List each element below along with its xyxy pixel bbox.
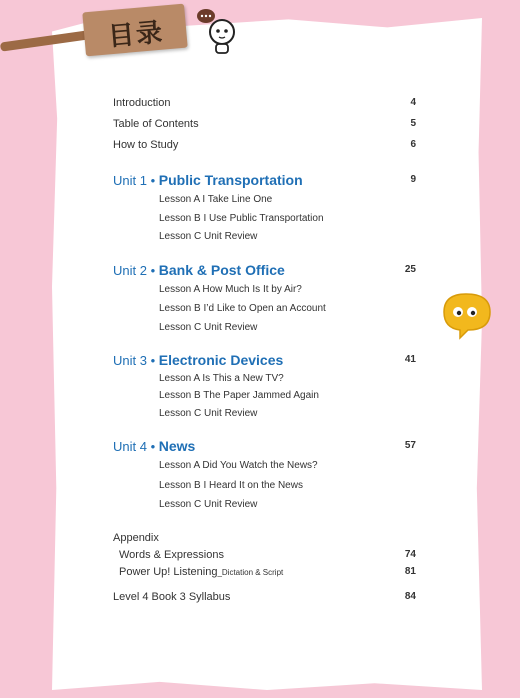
toc-label: Words & Expressions	[119, 549, 224, 561]
toc-lesson[interactable]: Lesson B I Use Public Transportation	[159, 213, 324, 224]
page-number: 81	[404, 566, 416, 577]
toc-lesson[interactable]: Lesson C Unit Review	[159, 322, 258, 333]
unit-title: Electronic Devices	[158, 352, 284, 368]
page-number: 5	[410, 118, 416, 129]
page-number: 9	[410, 174, 416, 185]
unit-prefix: Unit 2 •	[113, 263, 159, 278]
toc-lesson[interactable]: Lesson A I Take Line One	[159, 194, 273, 205]
page-number: 6	[410, 139, 416, 150]
toc-lesson[interactable]: Lesson A Is This a New TV?	[159, 373, 284, 384]
toc-lesson[interactable]: Lesson A How Much Is It by Air?	[159, 284, 302, 295]
toc-label: How to Study	[113, 139, 179, 151]
toc-label: Introduction	[113, 97, 171, 109]
unit-title: Bank & Post Office	[158, 262, 285, 278]
toc-power-up-listening[interactable]	[119, 564, 416, 584]
toc-label-suffix: _Dictation & Script	[217, 568, 284, 577]
toc-introduction[interactable]	[113, 95, 416, 115]
toc-lesson[interactable]: Lesson C Unit Review	[159, 499, 258, 510]
page-number: 25	[404, 264, 416, 275]
toc-lesson[interactable]: Lesson C Unit Review	[159, 231, 258, 242]
toc-how-to-study[interactable]	[113, 137, 416, 157]
unit-title: News	[158, 438, 196, 454]
toc-label: Level 4 Book 3 Syllabus	[113, 591, 231, 603]
toc-unit-3[interactable]	[113, 351, 416, 371]
page-title: 目录	[107, 17, 166, 53]
page-number: 41	[404, 354, 416, 365]
toc-table-of-contents[interactable]	[113, 116, 416, 136]
page-number: 74	[404, 549, 416, 560]
toc-lesson[interactable]: Lesson B The Paper Jammed Again	[159, 390, 319, 401]
toc-label: Table of Contents	[113, 118, 199, 130]
unit-title: Public Transportation	[158, 172, 303, 188]
page-number: 57	[404, 440, 416, 451]
toc-syllabus[interactable]	[113, 589, 416, 609]
toc-unit-1[interactable]	[113, 171, 416, 191]
toc-unit-4[interactable]	[113, 437, 416, 457]
unit-prefix: Unit 1 •	[113, 173, 159, 188]
toc-label: Power Up! Listening	[119, 566, 218, 578]
unit-prefix: Unit 4 •	[113, 439, 159, 454]
page-number: 84	[404, 591, 416, 602]
unit-prefix: Unit 3 •	[113, 353, 159, 368]
page-number: 4	[410, 97, 416, 108]
toc-lesson[interactable]: Lesson C Unit Review	[159, 408, 258, 419]
toc-label: Appendix	[113, 532, 159, 544]
toc-lesson[interactable]: Lesson B I Heard It on the News	[159, 480, 303, 491]
toc-lesson[interactable]: Lesson B I’d Like to Open an Account	[159, 303, 326, 314]
toc-lesson[interactable]: Lesson A Did You Watch the News?	[159, 460, 318, 471]
toc-unit-2[interactable]	[113, 261, 416, 281]
